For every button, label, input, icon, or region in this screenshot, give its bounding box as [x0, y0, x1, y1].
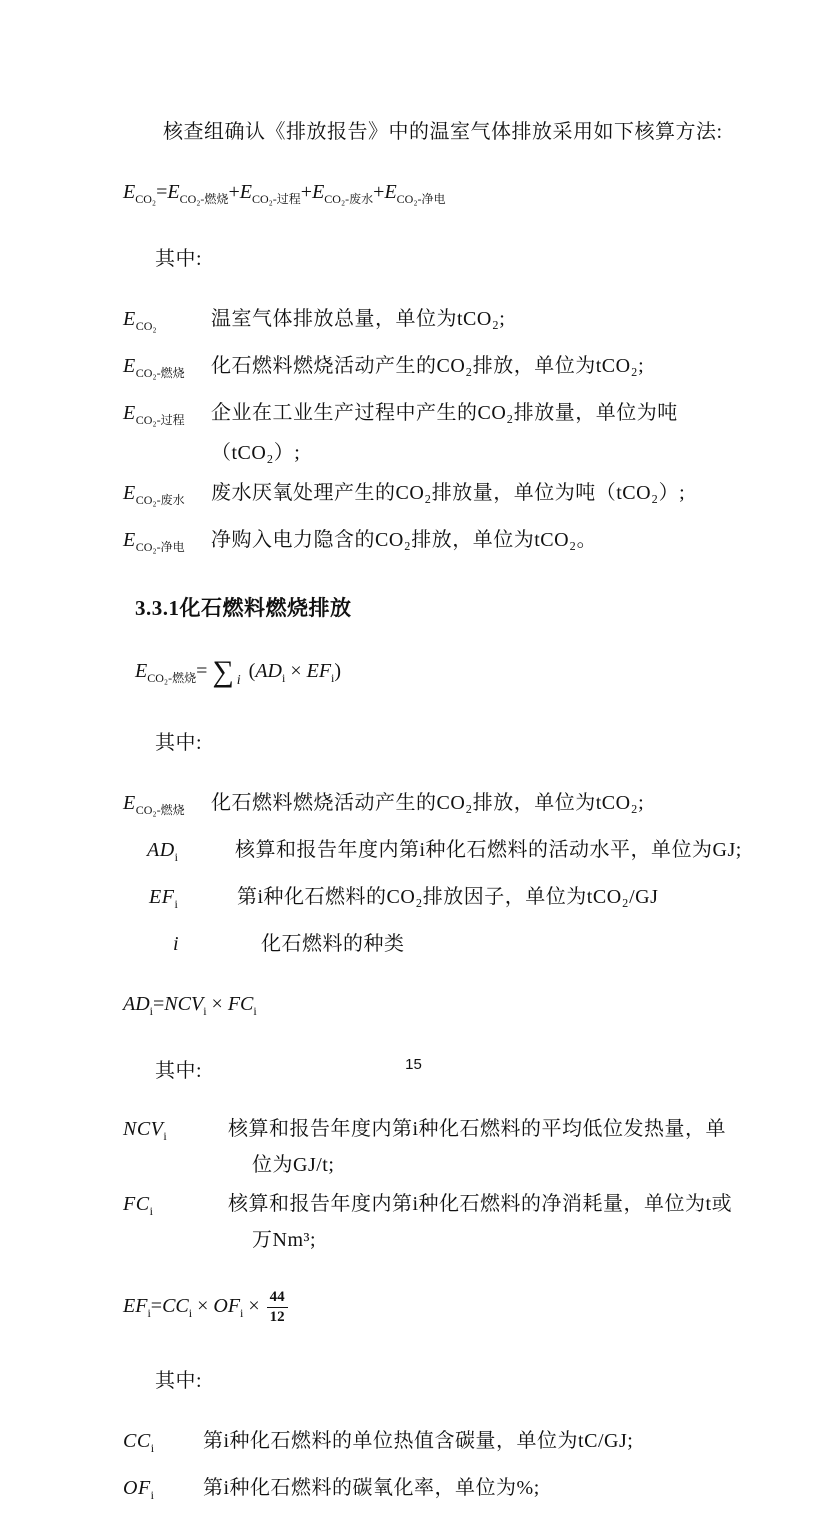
definition-description: 核算和报告年度内第i种化石燃料的净消耗量，单位为t或万Nm³;	[228, 1193, 733, 1251]
definition-row	[123, 877, 745, 924]
formula-combustion-sum: $E_{CO_2-燃烧}=$ ∑ $_i$ $(AD_i \times EF_i)$	[135, 655, 342, 688]
definition-term: i	[173, 933, 180, 955]
definition-row	[123, 1468, 745, 1515]
page-number: 15	[405, 1056, 422, 1073]
definition-row	[123, 1421, 745, 1468]
where-label-3: 其中:	[155, 1060, 203, 1082]
where-label-4: 其中:	[155, 1370, 203, 1392]
definition-description: 核算和报告年度内第i种化石燃料的活动水平，单位为GJ;	[235, 839, 742, 861]
definition-description: 核算和报告年度内第i种化石燃料的平均低位发热量，单位为GJ/t;	[228, 1118, 727, 1176]
definition-row	[123, 924, 745, 964]
formula-emission-factor: $EF_i=CC_i \times OF_i$ × $\frac{44}{12}$	[123, 1278, 745, 1341]
formula-activity-data: $AD_i=NCV_i \times FC_i$	[123, 993, 257, 1018]
definition-row	[123, 1111, 745, 1183]
definition-term: $AD_i$	[147, 839, 179, 864]
definition-list-activity	[123, 1111, 745, 1258]
formula-total-emissions: $E_{CO_2}=E_{CO_2-燃烧}+E_{CO_2-过程}+E_{CO_2-废水}+E_{CO_2-净电}$	[123, 181, 446, 206]
definition-description: 第i种化石燃料的碳氧化率，单位为%;	[203, 1477, 540, 1499]
definition-term: $CC_i$	[123, 1430, 155, 1455]
definition-row	[123, 393, 745, 473]
definition-description: 化石燃料的种类	[261, 933, 405, 955]
definition-description: 废水厌氧处理产生的CO₂排放量，单位为吨（tCO₂）;	[211, 482, 686, 504]
definition-term: $E_{CO_2-过程}$	[123, 402, 185, 427]
where-label-2: 其中:	[155, 732, 203, 754]
definition-term: $E_{CO_2-燃烧}$	[123, 792, 185, 817]
definition-term: $E_{CO_2}$	[123, 308, 157, 333]
definition-term: $OF_i$	[123, 1477, 155, 1502]
definition-description: 第i种化石燃料的单位热值含碳量，单位为tC/GJ;	[203, 1430, 634, 1452]
definition-row	[123, 520, 745, 567]
fraction: $\frac{44}{12}$	[267, 1288, 288, 1327]
definition-row	[123, 783, 745, 830]
where-label-1: 其中:	[155, 248, 203, 270]
definition-row	[123, 299, 745, 346]
intro-paragraph: 核查组确认《排放报告》中的温室气体排放采用如下核算方法:	[163, 121, 723, 143]
definition-term: $E_{CO_2-净电}$	[123, 529, 185, 554]
definition-row	[123, 473, 745, 520]
definition-term: $E_{CO_2-燃烧}$	[123, 355, 185, 380]
definition-description: 温室气体排放总量，单位为tCO₂;	[211, 308, 506, 330]
definition-term: $NCV_i$	[123, 1118, 167, 1143]
definition-list-total	[123, 299, 745, 567]
section-heading-331: 3.3.1化石燃料燃烧排放	[135, 596, 352, 620]
definition-list-factor	[123, 1421, 745, 1515]
definition-description: 企业在工业生产过程中产生的CO₂排放量，单位为吨（tCO₂）;	[211, 402, 678, 464]
definition-row	[123, 1186, 745, 1258]
definition-term: $EF_i$	[149, 886, 178, 911]
definition-term: $E_{CO_2-废水}$	[123, 482, 185, 507]
definition-list-combustion	[123, 783, 745, 964]
definition-row	[123, 346, 745, 393]
definition-description: 净购入电力隐含的CO₂排放，单位为tCO₂。	[211, 529, 598, 551]
definition-description: 第i种化石燃料的CO₂排放因子，单位为tCO₂/GJ	[237, 886, 659, 908]
definition-description: 化石燃料燃烧活动产生的CO₂排放，单位为tCO₂;	[211, 355, 645, 377]
definition-row	[123, 830, 745, 877]
definition-term: $FC_i$	[123, 1193, 153, 1218]
definition-description: 化石燃料燃烧活动产生的CO₂排放，单位为tCO₂;	[211, 792, 645, 814]
